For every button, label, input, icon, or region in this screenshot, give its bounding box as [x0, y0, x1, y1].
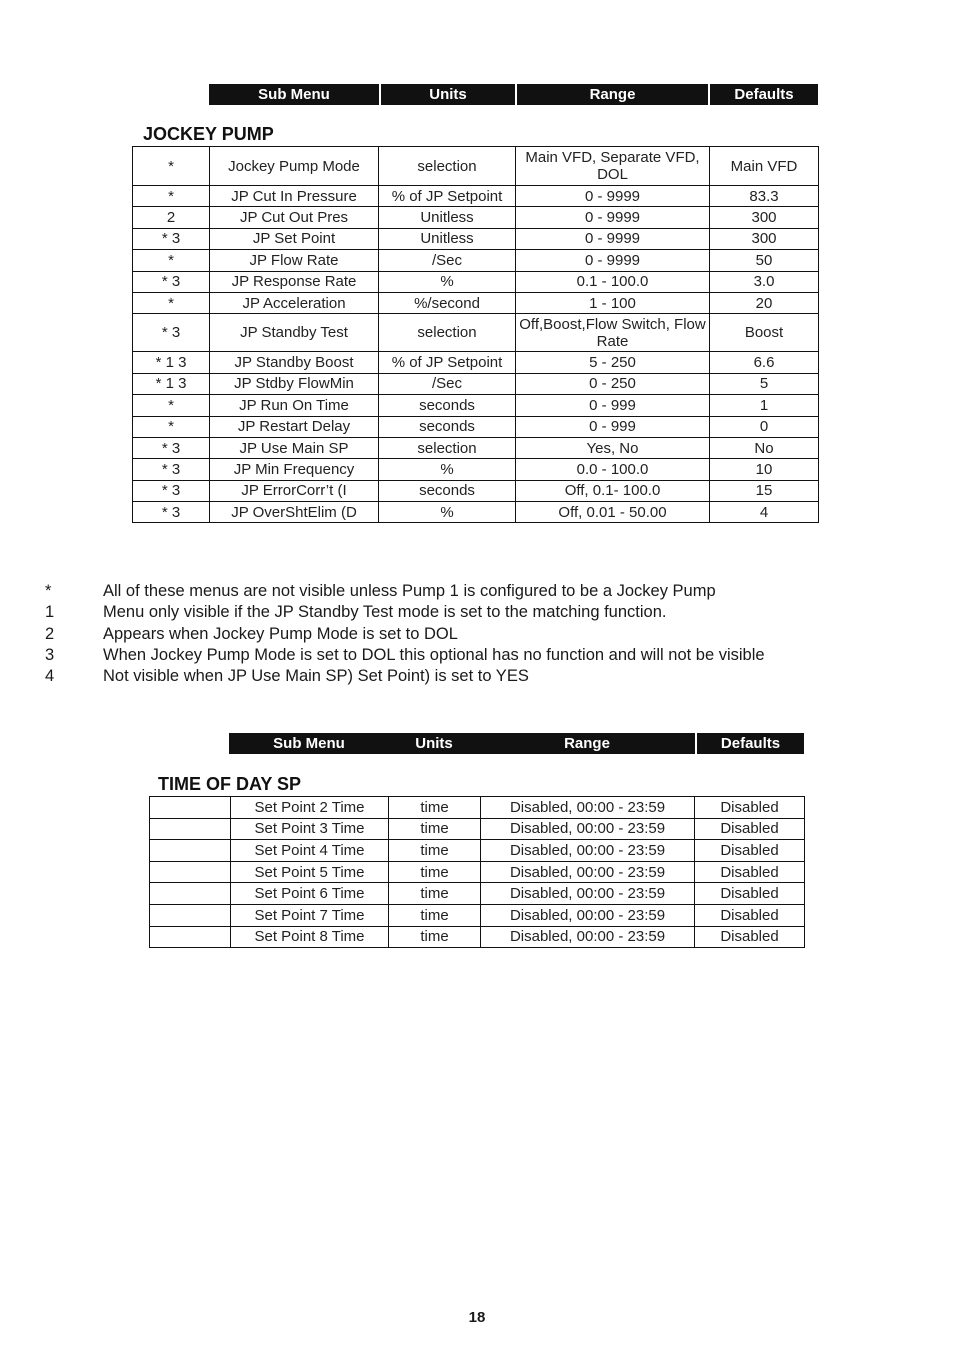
units-cell: selection: [379, 314, 516, 352]
table-row: [150, 883, 805, 905]
range-cell: Off, 0.1- 100.0: [516, 480, 710, 501]
range-cell: Disabled, 00:00 - 23:59: [481, 797, 695, 819]
default-cell: 3.0: [710, 271, 819, 292]
flag-cell: [150, 926, 231, 948]
menu-cell: JP Response Rate: [210, 271, 379, 292]
units-cell: Unitless: [379, 228, 516, 249]
flag-cell: * 3: [133, 271, 210, 292]
table-row: [133, 395, 819, 416]
table-row: [133, 147, 819, 186]
header-range: Range: [479, 733, 697, 754]
range-cell: Disabled, 00:00 - 23:59: [481, 861, 695, 883]
jockey-pump-table: [132, 146, 819, 523]
menu-cell: JP ErrorCorr’t (I: [210, 480, 379, 501]
range-cell: 0 - 9999: [516, 186, 710, 207]
default-cell: 83.3: [710, 186, 819, 207]
default-cell: Disabled: [695, 861, 805, 883]
table-row: [133, 459, 819, 480]
menu-cell: JP Cut In Pressure: [210, 186, 379, 207]
flag-cell: *: [133, 147, 210, 186]
units-cell: %: [379, 459, 516, 480]
footnote-symbol: *: [45, 582, 52, 600]
footnote-text: When Jockey Pump Mode is set to DOL this optional has no function and will not be visible: [103, 645, 765, 664]
table-row: [133, 207, 819, 228]
table-row: [150, 797, 805, 819]
default-cell: Main VFD: [710, 147, 819, 186]
units-cell: selection: [379, 437, 516, 458]
footnote-symbol: 2: [45, 624, 55, 643]
default-cell: Disabled: [695, 840, 805, 862]
table-row: [133, 271, 819, 292]
menu-cell: JP Run On Time: [210, 395, 379, 416]
time-of-day-title: TIME OF DAY SP: [158, 774, 302, 794]
flag-cell: *: [133, 395, 210, 416]
default-cell: 0: [710, 416, 819, 437]
table-row: [150, 818, 805, 840]
menu-cell: JP Min Frequency: [210, 459, 379, 480]
footnote: [40, 624, 765, 645]
default-cell: Boost: [710, 314, 819, 352]
flag-cell: * 3: [133, 314, 210, 352]
range-cell: Disabled, 00:00 - 23:59: [481, 926, 695, 948]
default-cell: 6.6: [710, 352, 819, 373]
default-cell: Disabled: [695, 818, 805, 840]
units-cell: time: [389, 840, 481, 862]
units-cell: seconds: [379, 480, 516, 501]
range-cell: Disabled, 00:00 - 23:59: [481, 883, 695, 905]
range-cell: 0 - 9999: [516, 250, 710, 271]
menu-cell: JP Acceleration: [210, 292, 379, 313]
header-sub-menu: Sub Menu: [209, 84, 381, 105]
menu-cell: JP Flow Rate: [210, 250, 379, 271]
header-defaults: Defaults: [697, 733, 804, 754]
units-cell: seconds: [379, 416, 516, 437]
default-cell: 20: [710, 292, 819, 313]
default-cell: 5: [710, 373, 819, 394]
units-cell: time: [389, 861, 481, 883]
units-cell: time: [389, 904, 481, 926]
flag-cell: * 3: [133, 480, 210, 501]
units-cell: /Sec: [379, 373, 516, 394]
table-row: [133, 352, 819, 373]
footnote-text: All of these menus are not visible unless Pump 1 is configured to be a Jockey Pump: [103, 582, 716, 600]
footnote-symbol: 3: [45, 645, 55, 664]
range-cell: Off, 0.01 - 50.00: [516, 502, 710, 523]
range-cell: 0 - 999: [516, 416, 710, 437]
flag-cell: * 3: [133, 228, 210, 249]
footnote-text: Not visible when JP Use Main SP) Set Point) is set to YES: [103, 667, 529, 686]
flag-cell: * 3: [133, 437, 210, 458]
default-cell: No: [710, 437, 819, 458]
units-cell: Unitless: [379, 207, 516, 228]
default-cell: Disabled: [695, 797, 805, 819]
range-cell: Disabled, 00:00 - 23:59: [481, 904, 695, 926]
units-cell: % of JP Setpoint: [379, 186, 516, 207]
table-row: [150, 861, 805, 883]
range-cell: 1 - 100: [516, 292, 710, 313]
default-cell: 300: [710, 207, 819, 228]
flag-cell: [150, 861, 231, 883]
range-cell: 0.0 - 100.0: [516, 459, 710, 480]
time-of-day-table: [149, 796, 805, 948]
menu-cell: Set Point 7 Time: [231, 904, 389, 926]
menu-cell: JP Cut Out Pres: [210, 207, 379, 228]
page-number: 18: [468, 1309, 486, 1326]
default-cell: 1: [710, 395, 819, 416]
footnote: [40, 602, 765, 623]
default-cell: Disabled: [695, 883, 805, 905]
table-row: [133, 314, 819, 352]
units-cell: %: [379, 502, 516, 523]
range-cell: 5 - 250: [516, 352, 710, 373]
time-of-day-header-bar: [229, 733, 804, 754]
default-cell: Disabled: [695, 904, 805, 926]
flag-cell: * 3: [133, 502, 210, 523]
table-row: [150, 840, 805, 862]
footnotes: [40, 581, 765, 687]
range-cell: 0 - 9999: [516, 207, 710, 228]
menu-cell: JP Standby Test: [210, 314, 379, 352]
default-cell: Disabled: [695, 926, 805, 948]
table-row: [133, 416, 819, 437]
flag-cell: * 1 3: [133, 373, 210, 394]
units-cell: % of JP Setpoint: [379, 352, 516, 373]
units-cell: %/second: [379, 292, 516, 313]
footnote-text: Menu only visible if the JP Standby Test mode is set to the matching function.: [103, 603, 667, 622]
range-cell: Yes, No: [516, 437, 710, 458]
table-row: [133, 228, 819, 249]
units-cell: %: [379, 271, 516, 292]
table-row: [133, 373, 819, 394]
default-cell: 50: [710, 250, 819, 271]
header-defaults: Defaults: [710, 84, 818, 105]
menu-cell: JP Set Point: [210, 228, 379, 249]
default-cell: 10: [710, 459, 819, 480]
jockey-pump-title: JOCKEY PUMP: [143, 124, 274, 144]
footnote: [40, 666, 765, 687]
footnote: [40, 581, 765, 602]
table-row: [133, 250, 819, 271]
range-cell: 0.1 - 100.0: [516, 271, 710, 292]
table-row: [133, 480, 819, 501]
units-cell: time: [389, 926, 481, 948]
footnote: [40, 645, 765, 666]
units-cell: seconds: [379, 395, 516, 416]
menu-cell: JP Stdby FlowMin: [210, 373, 379, 394]
header-sub-menu: Sub Menu: [229, 733, 389, 754]
flag-cell: *: [133, 416, 210, 437]
flag-cell: 2: [133, 207, 210, 228]
table-row: [133, 186, 819, 207]
units-cell: /Sec: [379, 250, 516, 271]
header-range: Range: [517, 84, 710, 105]
menu-cell: JP Standby Boost: [210, 352, 379, 373]
footnote-symbol: 1: [45, 603, 55, 622]
flag-cell: * 3: [133, 459, 210, 480]
range-cell: 0 - 9999: [516, 228, 710, 249]
jockey-pump-header-bar: [209, 84, 818, 105]
menu-cell: JP Restart Delay: [210, 416, 379, 437]
menu-cell: Set Point 6 Time: [231, 883, 389, 905]
menu-cell: Jockey Pump Mode: [210, 147, 379, 186]
flag-cell: *: [133, 186, 210, 207]
range-cell: Disabled, 00:00 - 23:59: [481, 840, 695, 862]
table-row: [150, 926, 805, 948]
menu-cell: Set Point 8 Time: [231, 926, 389, 948]
units-cell: time: [389, 883, 481, 905]
header-units: Units: [389, 733, 479, 754]
range-cell: 0 - 250: [516, 373, 710, 394]
default-cell: 300: [710, 228, 819, 249]
table-row: [133, 502, 819, 523]
menu-cell: Set Point 4 Time: [231, 840, 389, 862]
header-units: Units: [381, 84, 517, 105]
units-cell: time: [389, 797, 481, 819]
flag-cell: [150, 797, 231, 819]
units-cell: time: [389, 818, 481, 840]
flag-cell: *: [133, 250, 210, 271]
range-cell: Disabled, 00:00 - 23:59: [481, 818, 695, 840]
default-cell: 15: [710, 480, 819, 501]
flag-cell: * 1 3: [133, 352, 210, 373]
range-cell: 0 - 999: [516, 395, 710, 416]
range-cell: Off,Boost,Flow Switch, Flow Rate: [516, 314, 710, 352]
flag-cell: *: [133, 292, 210, 313]
table-row: [133, 437, 819, 458]
flag-cell: [150, 883, 231, 905]
menu-cell: Set Point 2 Time: [231, 797, 389, 819]
menu-cell: Set Point 5 Time: [231, 861, 389, 883]
flag-cell: [150, 840, 231, 862]
footnote-text: Appears when Jockey Pump Mode is set to DOL: [103, 624, 458, 643]
menu-cell: Set Point 3 Time: [231, 818, 389, 840]
units-cell: selection: [379, 147, 516, 186]
range-cell: Main VFD, Separate VFD, DOL: [516, 147, 710, 186]
table-row: [150, 904, 805, 926]
menu-cell: JP Use Main SP: [210, 437, 379, 458]
table-row: [133, 292, 819, 313]
default-cell: 4: [710, 502, 819, 523]
flag-cell: [150, 818, 231, 840]
flag-cell: [150, 904, 231, 926]
menu-cell: JP OverShtElim (D: [210, 502, 379, 523]
footnote-symbol: 4: [45, 667, 55, 686]
